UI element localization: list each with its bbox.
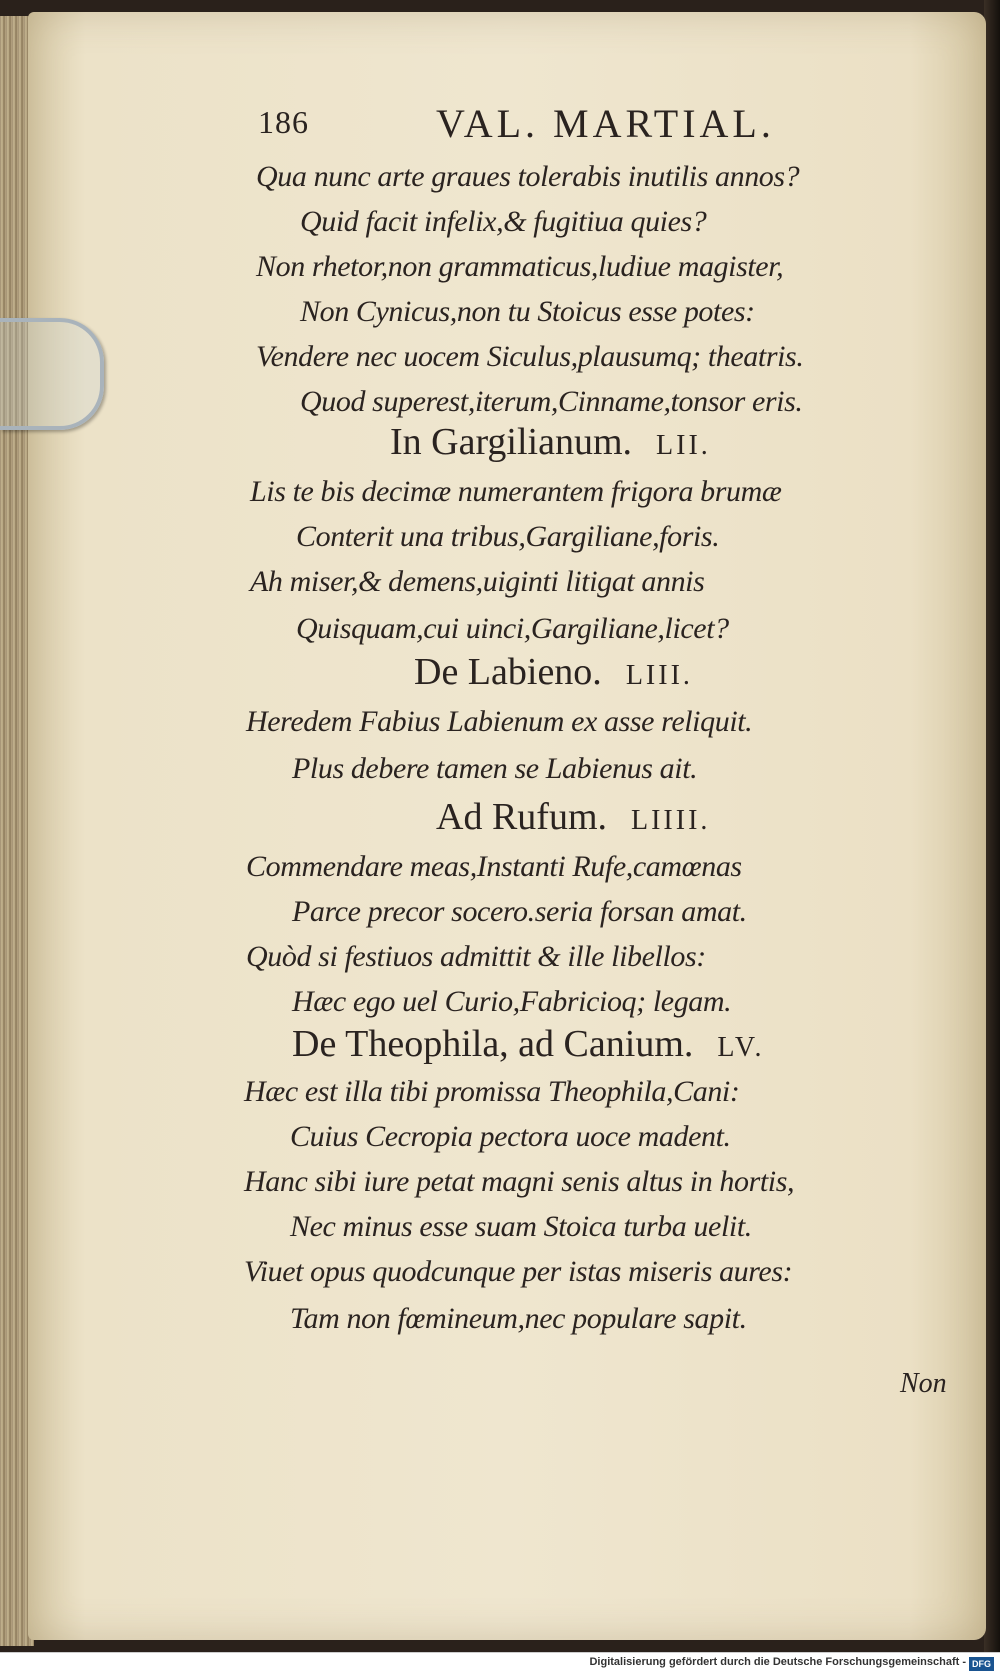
- footer-bar: [0, 1652, 1000, 1676]
- heading-title: De Theophila, ad Canium.: [292, 1023, 694, 1065]
- verse-line: Quod superest,iterum,Cinname,tonsor eris.: [300, 385, 803, 418]
- verse-line: Ah miser,& demens,uiginti litigat annis: [250, 565, 705, 598]
- verse-line: Quid facit infelix,& fugitiua quies?: [300, 205, 707, 238]
- epigram-number: LIIII.: [631, 805, 711, 836]
- running-head: [0, 100, 1000, 150]
- epigram-number: LV.: [717, 1032, 765, 1063]
- heading-title: In Gargilianum.: [390, 421, 633, 463]
- verse-line: Quisquam,cui uinci,Gargiliane,licet?: [296, 612, 729, 645]
- verse-line: Commendare meas,Instanti Rufe,camœnas: [246, 850, 742, 883]
- catchword: Non: [900, 1368, 947, 1399]
- verse-line: Quòd si festiuos admittit & ille libellos:: [246, 940, 706, 973]
- page-number: 186: [258, 104, 309, 140]
- heading-title: Ad Rufum.: [436, 796, 607, 838]
- epigram-number: LII.: [656, 430, 711, 461]
- epigram-number: LIII.: [625, 660, 693, 691]
- page-clip: [0, 318, 104, 430]
- heading-title: De Labieno.: [414, 651, 602, 693]
- verse-line: Non rhetor,non grammaticus,ludiue magister,: [256, 250, 784, 283]
- verse-line: Hanc sibi iure petat magni senis altus in hortis,: [244, 1165, 795, 1198]
- epigram-heading: [414, 650, 693, 694]
- verse-line: Nec minus esse suam Stoica turba uelit.: [290, 1210, 752, 1243]
- verse-line: Conterit una tribus,Gargiliane,foris.: [296, 520, 720, 553]
- epigram-heading: [390, 420, 711, 464]
- page-shadow: [984, 0, 1000, 1652]
- verse-line: Lis te bis decimæ numerantem frigora brumæ: [250, 475, 782, 508]
- epigram-heading: [436, 795, 710, 839]
- verse-line: Cuius Cecropia pectora uoce madent.: [290, 1120, 731, 1153]
- verse-line: Non Cynicus,non tu Stoicus esse potes:: [300, 295, 755, 328]
- verse-line: Viuet opus quodcunque per istas miseris aures:: [244, 1255, 793, 1288]
- verse-line: Tam non fœmineum,nec populare sapit.: [290, 1302, 747, 1335]
- funding-credit: Digitalisierung gefördert durch die Deutsche Forschungsgemeinschaft -: [589, 1656, 966, 1668]
- dfg-logo-icon: DFG: [969, 1657, 994, 1671]
- running-title: VAL. MARTIAL.: [436, 101, 775, 146]
- verse-line: Hæc est illa tibi promissa Theophila,Cani:: [244, 1075, 740, 1108]
- verse-line: Heredem Fabius Labienum ex asse reliquit.: [246, 705, 753, 738]
- verse-line: Hæc ego uel Curio,Fabricioq; legam.: [292, 985, 732, 1018]
- verse-line: Parce precor socero.seria forsan amat.: [292, 895, 747, 928]
- verse-line: Qua nunc arte graues tolerabis inutilis annos?: [256, 160, 800, 193]
- verse-line: Vendere nec uocem Siculus,plausumq; theatris.: [256, 340, 804, 373]
- verse-line: Plus debere tamen se Labienus ait.: [292, 752, 698, 785]
- epigram-heading: [292, 1022, 765, 1066]
